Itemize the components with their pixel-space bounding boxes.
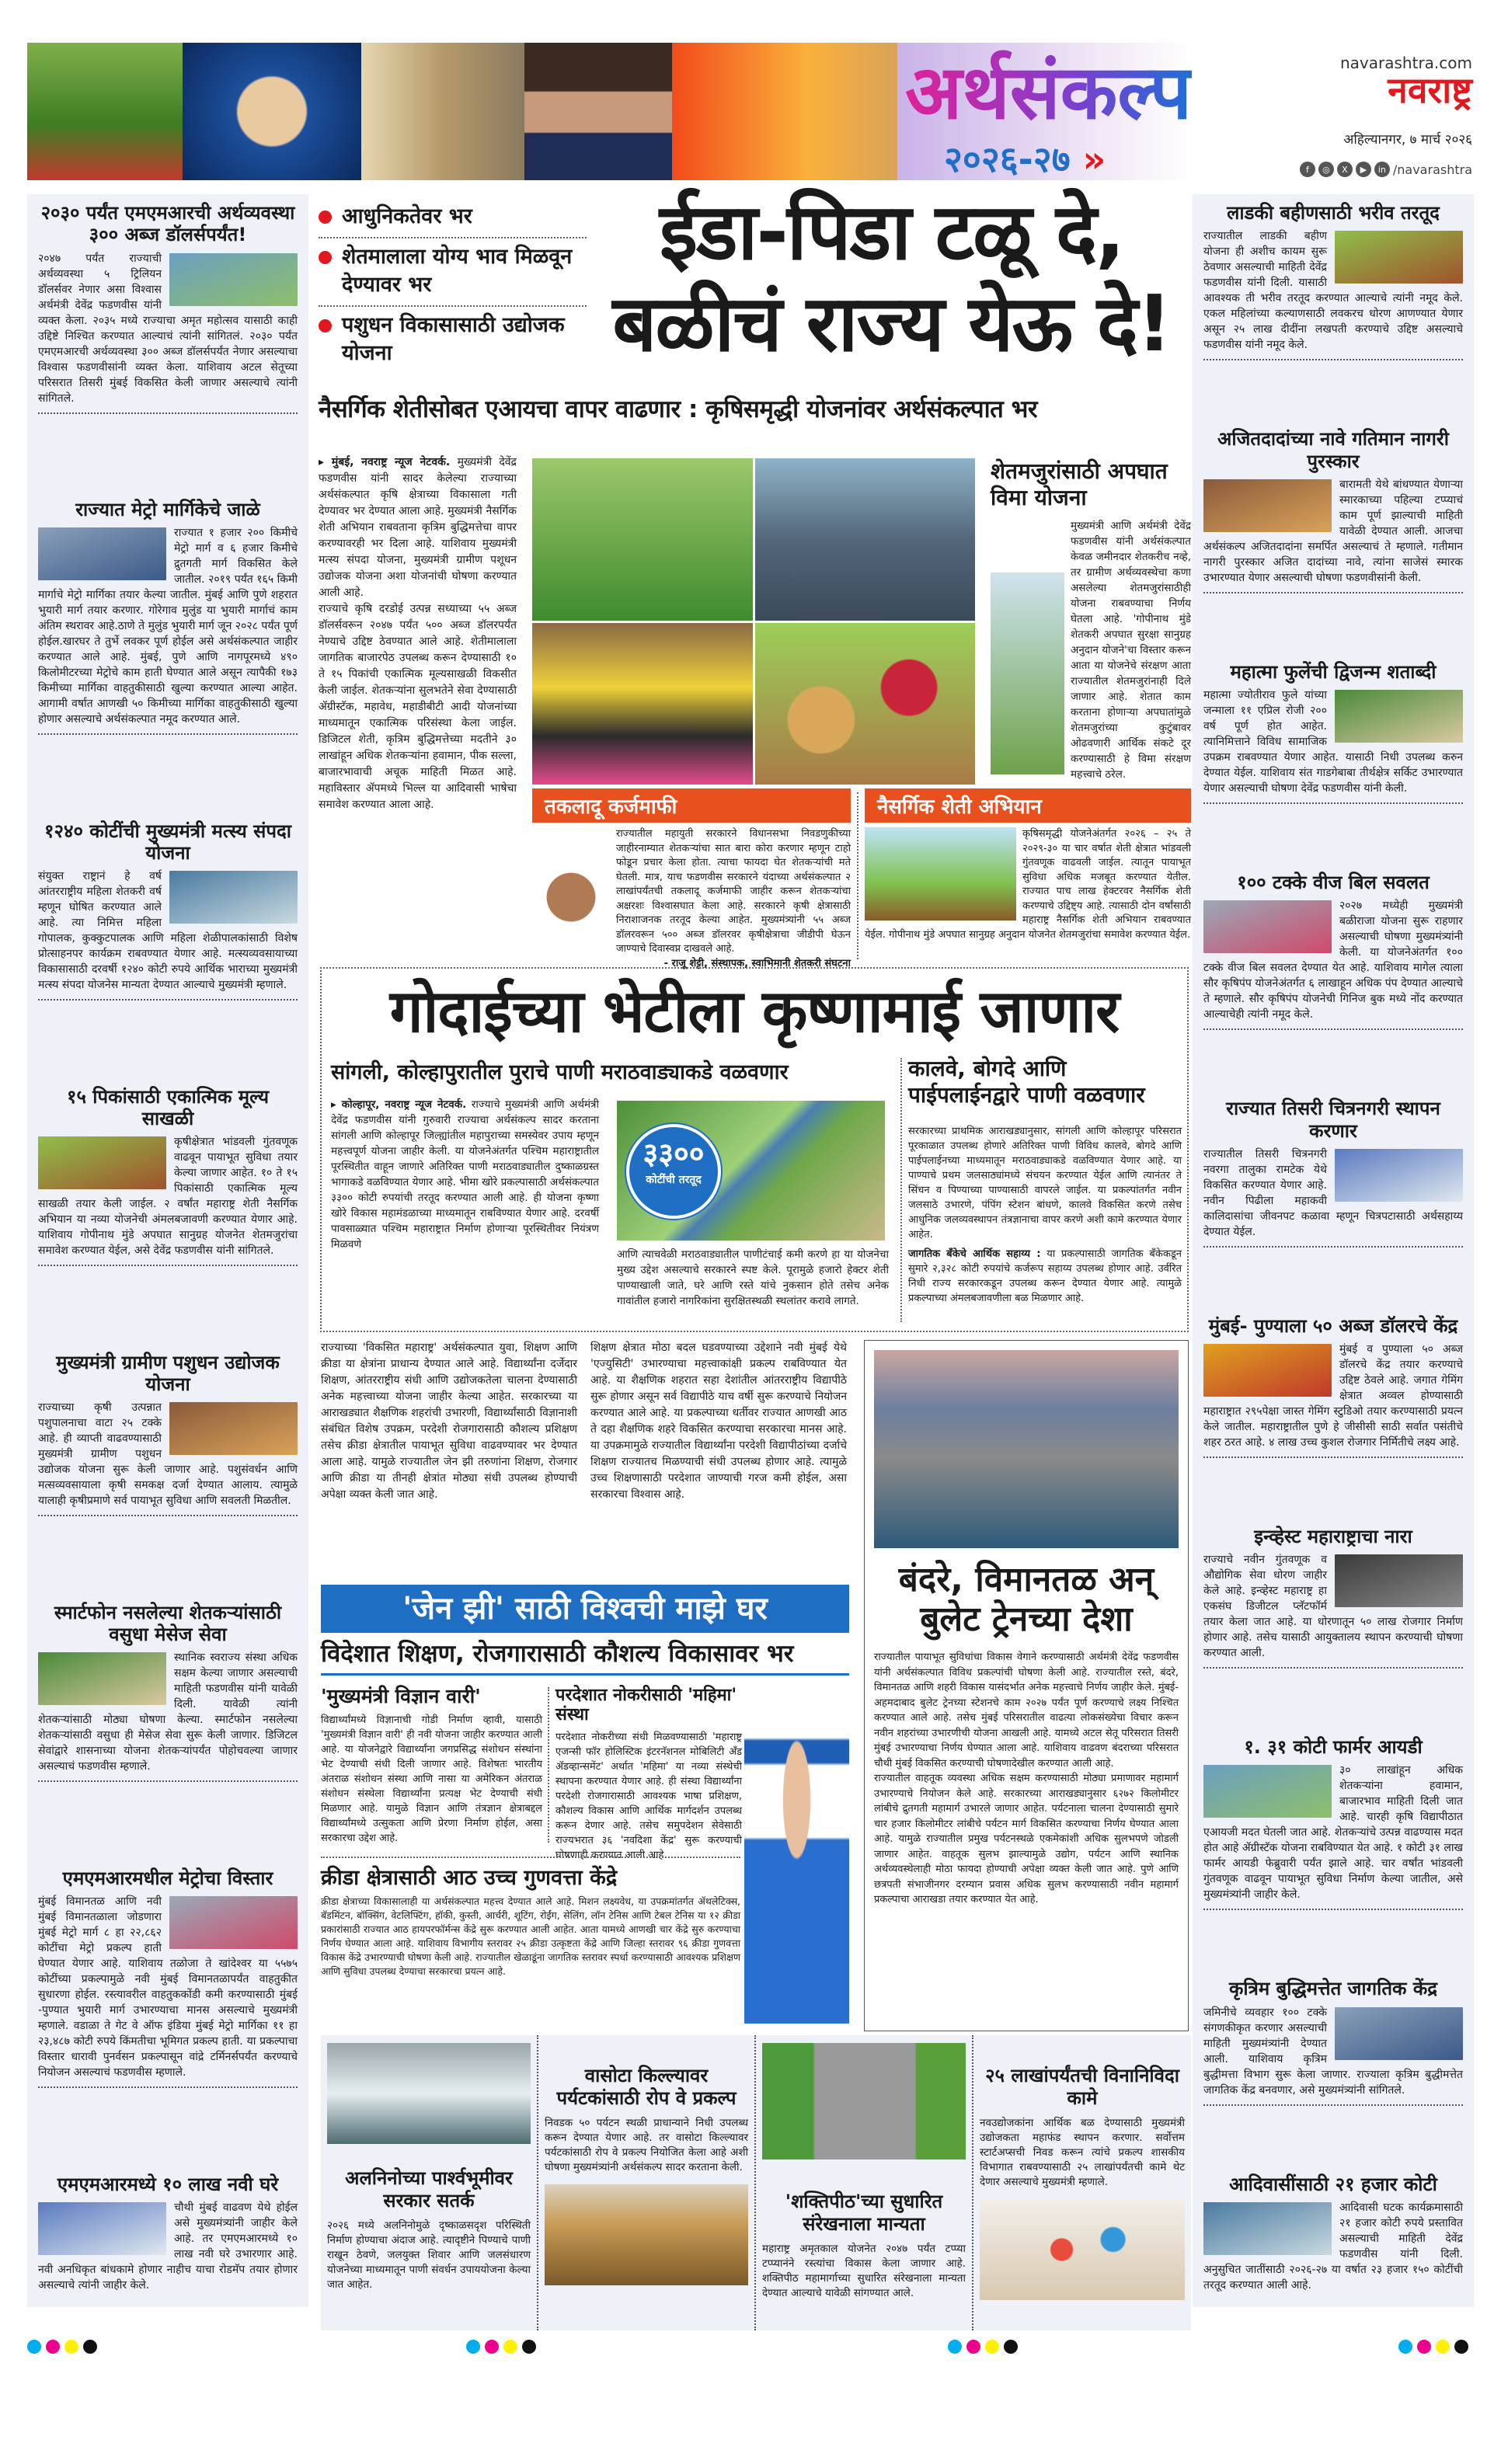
story-headline: महात्मा फुलेंची द्विजन्म शताब्दी [1230,660,1437,683]
registration-marks [1398,2340,1468,2354]
article-body-continued: आणि त्याचवेळी मराठवाड्यातील पाणीटंचाई कमी करणे हा या योजनेचा मुख्य उद्देश असल्याचे सरकारने स्पष्ट केले. पूरामुळे हजारो हेक्टर शेती पाण्याखाली जाते, घरे आणि रस्ते यांचे नुकसान होते तसेच अनेक गावांतील हजारो नागरिकांना सुरक्षितस्थळी स्थलांतर करावे लागते. [617,1248,889,1307]
sidebar-story [1203,2173,1463,2299]
natural-farming-illustration [865,827,1016,921]
article-body: राज्यातील महायुती सरकारने विधानसभा निवडणुकीच्या जाहीरनाम्यात शेतकऱ्यांचा सात बारा कोरा करणार म्हणून टाहो फोडून प्रचार केला होता. त्याचा फायदा घेत शेतकऱ्यांची मते घेतली. मात्र, याच फडणवीस सरकारने यंदाच्या अर्थसंकल्पात २ लाखांपर्यंतची तकलादू कर्जमाफी जाहीर करून शेतकऱ्यांचा अक्षरशः विश्वासघात केला आहे. सरकारने कृषी क्षेत्रासाठी निराशाजनक तरतूद केल्या आहेत. मुख्यमंत्र्यांनी ५५ अब्ज डॉलरवरून ५०० अब्ज डॉलरवर कृषीक्षेत्राचा जीडीपी घेऊन जाण्याचे दिवास्वप्न दाखवले आहे. [616,828,851,955]
article-body: परदेशात नोकरीच्या संधी मिळवण्यासाठी 'महाराष्ट्र एजन्सी फॉर होलिस्टिक इंटरनॅशनल मोबिलिटी अँड ॲडव्हान्समेंट' अर्थात 'महिमा' या नव्या संस्थेची स्थापना करण्यात येणार आहे. ही संस्था विद्यार्थ्यांना परदेशी रोजगारासाठी आवश्यक भाषा प्रशिक्षण, कौशल्य विकास आणि आर्थिक मार्गदर्शन उपलब्ध करून देणार आहे. तसेच समुपदेशन सेवेसाठी राज्यभरात ३६ 'नवदिशा केंद्र' सुरू करण्याची घोषणाही करण्यात आली आहे. [555,1731,742,1861]
article-body: निवडक ५० पर्यटन स्थळी प्राधान्याने निधी उपलब्ध करून देण्यात येणार आहे. तर वासोटा किल्ल्यावर पर्यटकांसाठी रोप वे प्रकल्प नियोजित केला आहे अशी घोषणा मुख्यमंत्र्यांनी अर्थसंकल्प सादर करताना केली. [545,2116,748,2173]
linkedin-icon[interactable]: in [1374,162,1390,177]
banner-collage-image [27,43,897,180]
farm-worker-photo [991,572,1064,774]
story-headline: लाडकी बहीणसाठी भरीव तरतूद [1227,202,1440,224]
story-photo [1203,479,1332,532]
story-body: स्थानिक स्वराज्य संस्था अधिक सक्षम केल्या जाणार असल्याची माहिती फडणवीस यांनी यावेळी दिली. यावेळी त्यांनी शेतकऱ्यांसाठी मोठ्या घोषणा केल्या. स्मार्टफोन नसलेल्या शेतकऱ्यांसाठी वसुधा ही मेसेज सेवा सुरू केली जाणार. डिजिटल सेवांद्वारे शासनाच्या योजना शेतकऱ्यांपर्यंत पोहोचवल्या जाणार असल्याचं फडणवीस म्हणाले. [38,1651,298,1773]
right-sidebar [1193,194,1474,2307]
masthead [27,43,1472,180]
story-headline: मुंबई- पुण्याला ५० अब्ज डॉलरचे केंद्र [1208,1314,1458,1337]
article-body: २०२६ मध्ये अलनिनोमुळे दृष्काळसदृश परिस्थिती निर्माण होण्याचा अंदाज आहे. त्यादृष्टीने पिण्याचे पाणी राखून ठेवणे, जलयुक्त शिवार आणि जलसंधारण योजनेच्या माध्यमातून पाणी संवर्धन उपाययोजना केल्या जात आहेत. [327,2219,531,2291]
sea-waves-photo [327,2043,531,2144]
budget-year: २०२६-२७ » [944,138,1106,180]
story-body: मुंबई व पुण्याला ५० अब्ज डॉलरचे केंद्र तयार करण्याचे उद्दिष्ट ठेवले आहे. जगात गेमिंग क्षेत्रात अव्वल होण्यासाठी महाराष्ट्रात २९५पेक्षा जास्त गेमिंग स्टुडिओ तयार करण्यासाठी प्रयत्न केले जातील. महाराष्ट्रातील पुणे हे जीसीसी साठी सर्वात पसंतीचे शहर ठरत आहे. ४ लाख उच्च कुशल रोजगार निर्मितीचे लक्ष्य आहे. [1203,1343,1463,1450]
article-headline: 'मुख्यमंत्री विज्ञान वारी' [321,1685,481,1707]
sidebar-story [1203,1098,1463,1248]
story-photo [1203,2202,1332,2255]
godavari-krishna-article [320,967,1189,1332]
agriculture-photo-grid [532,458,975,785]
newspaper-logo: नवराष्ट्र [1388,69,1472,111]
produce-market-photo [755,623,976,785]
highlight-item: पशुधन विकासासाठी उद्योजक योजना [319,307,587,374]
column-divider [548,1687,549,1843]
column-divider [857,792,858,959]
website-link[interactable]: navarashtra.com [1340,54,1472,72]
story-body: राज्यातील लाडकी बहीण योजना ही अशीच कायम सुरू ठेवणार असल्याची माहिती देवेंद्र फडणवीस यांनी दिली. यासाठी आवश्यक ती भरीव तरतूद करण्यात आल्याचे त्यांनी नमूद केले. एकल महिलांच्या कल्याणसाठी लवकरच धोरण आणण्यात येणार असून २५ लाख दीदींना लखपती करण्याचे उद्दिष्ट असल्याचे फडणवीस यांनी नमूद केले. [1203,230,1463,352]
story-body: जमिनीचे व्यवहार १०० टक्के संगणकीकृत करणार असल्याची माहिती मुख्यमंत्र्यांनी देण्यात आली. याशिवाय कृत्रिम बुद्धीमत्ता विभाग सुरू केला जाणार. राज्याला कृत्रिम बुद्धीमत्तेत जागतिक केंद्र बनवणार, असे मुख्यमंत्र्यांनी सांगितले. [1203,2006,1463,2097]
story-photo [38,1136,166,1189]
story-body: चौथी मुंबई वाढवण येथे होईल असे मुख्यमंत्र्यांनी जाहीर केले आहे. तर एमएमआरमध्ये १० लाख नवी घरे उभारणार आहे. नवी अनधिकृत बांधकामे होणार नाहीच याचा रोडमॅप तयार होणार असल्याचे त्यांनी जाहीर केले. [38,2201,298,2292]
startup-tablet-photo [980,2199,1185,2300]
section-banner: 'जेन झी' साठी विश्वची माझे घर [321,1585,849,1633]
story-body: संयुक्त राष्ट्रानं हे वर्ष आंतरराष्ट्रीय महिला शेतकरी वर्ष म्हणून घोषित करण्यात आले आहे. त्या निमित्त महिला गोपालक, कुक्कुटपालक आणि महिला शेळीपालकांसाठी विशेष प्रोत्साहनपर कार्यक्रम राबवण्यात येणार आहे. मत्स्यव्यवसायाच्या विकासासाठी दरवर्षी १२४० कोटी रुपये आर्थिक भाराच्या मुख्यमंत्री मत्स्य संपदा योजनेस मान्यता देण्यात आल्याचे मुख्यमंत्री म्हणाले. [38,870,298,992]
story-headline: स्मार्टफोन नसलेल्या शेतकऱ्यांसाठी वसुधा मेसेज सेवा [54,1601,282,1646]
story-body: आदिवासी घटक कार्यक्रमासाठी २१ हजार कोटी रुपये प्रस्तावित असल्याची माहिती देवेंद्र फडणवीस यांनी दिली. अनुसुचित जातींसाठी २०२६-२७ या वर्षात २३ हजार १५० कोटींची तरतूद करण्यात आली आहे. [1203,2201,1463,2292]
story-body: बारामती येथे बांधण्यात येणाऱ्या स्मारकाच्या पहिल्या टप्प्याचं काम पूर्ण झाल्याची माहिती यावेळी देण्यात आली. आजचा अर्थसंकल्प अजितदादांना समर्पित असल्याचं ते म्हणाले. गतीमान नागरी पुरस्कार अजित दादांच्या नावे, त्यांना साजेसं स्मारक उभारण्यात येणार असल्याची घोषणा फडणवीसांनी केली. [1203,478,1463,584]
story-photo [38,1652,166,1705]
story-photo [169,1896,298,1949]
social-handle[interactable]: /navarashtra [1392,162,1472,177]
facebook-icon[interactable]: f [1300,162,1315,177]
lead-body-2: राज्याचे कृषि दरडोई उत्पन्न सध्याच्या ५५ अब्ज डॉलर्सवरून २०४७ पर्यंत ५०० अब्ज डॉलरपर्यंत नेण्याचे उद्दिष्ट ठेवण्यात आले आहे. शेतीमालाला जागतिक बाजारपेठ उपलब्ध करून देण्यासाठी १० ते १५ पिकांची एकात्मिक मूल्यसाखळी विकसीत केली जाईल. शेतकऱ्यांना सुलभतेने सेवा देण्यासाठी ॲग्रीस्टॅक, महावेध, महाडीबीटी आदी योजनांच्या माध्यमातून एकात्मिक परिसंस्था केला जाईल. डिजिटल शेती, कृत्रिम बुद्धिमत्तेच्या मदतीने ३० लाखांहून अधिक शेतकऱ्यांना हवामान, पीक सल्ला, बाजारभावाची अचूक माहिती मिळत आहे. महाविस्तार ॲपमध्ये भिल्ल या आदिवासी भाषेचा समावेश करण्यात आला आहे. [319,603,517,811]
story-body: ३० लाखांहून अधिक शेतकऱ्यांना हवामान, बाजारभाव माहिती दिली जात आहे. चारही कृषि विद्यापीठात एआयजी मदत घेतली जात आहे. शेतकऱ्यांचे उत्पन्न वाढण्यास मदत होत आहे ॲग्रीस्टॅक योजना राबविण्यात येत आहे. १ कोटी ३१ लाख फार्मर आयडी फेब्रुवारी पर्यंत झाले आहे. चार वर्षांत भांडवली गुंतवणूक वाढवून पायाभूत सुविधा निर्माण केल्या जातील, असे मुख्यमंत्र्यांनी जाहीर केले. [1203,1764,1463,1902]
sidebar-story [38,1602,298,1783]
story-photo [169,871,298,924]
article-body: नवउद्योजकांना आर्थिक बळ देण्यासाठी मुख्यमंत्री उद्योजकता महाफंड स्थापन करणार. सर्वोत्तम स्टार्टअप्सची निवड करून त्यांचे प्रकल्प शासकीय विभागात राबवण्यासाठी २५ लाखांपर्यंतची कामे थेट देणार असल्याचे मुख्यमंत्री म्हणाले. [980,2116,1185,2188]
article-headline: नैसर्गिक शेती अभियान [865,788,1191,823]
budget-title: अर्थसंकल्प [905,39,1192,141]
shaktipeeth-article [756,2035,973,2330]
article-body: कृषिसमृद्धी योजनेअंतर्गत २०२६ – २५ ते २०२९-३० या चार वर्षात शेती क्षेत्रात भांडवली गुंतवणूक वाढवली जाईल. त्यातून पायाभूत सुविधा अधिक मजबूत करण्यात येतील. राज्यात पाच लाख हेक्टरवर नैसर्गिक शेती करण्याचे उद्दिष्ट्य आहे. त्यासाठी दोन वर्षांसाठी महाराष्ट्र नैसर्गिक शेती अभियान राबवण्यात येईल. गोपीनाथ मुंडे अपघात सानुग्रह अनुदान योजनेत शेतमजुरांचा समावेश करण्यात येईल. [865,828,1191,941]
sidebar-story [1203,1978,1463,2105]
story-photo [1335,231,1463,284]
sidebar-story [38,1867,298,2088]
article-body: विद्यार्थ्यांमध्ये विज्ञानाची गोडी निर्माण व्हावी, यासाठी 'मुख्यमंत्री विज्ञान वारी' ही नवी योजना जाहीर करण्यात आली आहे. या योजनेद्वारे विद्यार्थ्यांना जगप्रसिद्ध संशोधन संस्थांना भेट देण्याची संधी दिली जाणार आहे. विशेषतः भारतीय अंतराळ संशोधन संस्था आणि नासा या अमेरिकन अंतराळ संशोधन संस्थेला विद्यार्थ्यांना प्रत्यक्ष भेट देण्याची संधी मिळणार आहे. यामुळे विज्ञान आणि तंत्रज्ञान क्षेत्राबद्दल विद्यार्थ्यांमध्ये उत्सुकता आणि प्रेरणा निर्माण होईल, असा सरकारचा उद्देश आहे. [321,1714,542,1844]
article-headline: परदेशात नोकरीसाठी 'महिमा' संस्था [555,1686,737,1725]
sidebar-story [38,202,298,414]
story-photo [1203,1344,1332,1397]
article-headline: 'शक्तिपीठ'च्या सुधारित संरेखनाला मान्यता [785,2191,943,2235]
registration-marks [948,2340,1018,2354]
sidebar-story [1203,428,1463,593]
youth-intro-col1: राज्याच्या 'विकसित महाराष्ट्र' अर्थसंकल्पात युवा, शिक्षण आणि क्रीडा या क्षेत्रांना प्राधान्य देण्यात आले आहे. विद्यार्थ्यांना दर्जेदार शिक्षण, आंतरराष्ट्रीय संधी आणि उद्योजकतेला चालना देण्यासाठी अनेक महत्त्वाच्या योजना जाहीर केल्या आहेत. सरकारच्या या आराखड्यात शैक्षणिक शहरांची उभारणी, विद्यार्थ्यांसाठी विज्ञानाशी संबंधित विशेष उपक्रम, परदेशी रोजगारासाठी कौशल्य प्रशिक्षण तसेच क्रीडा क्षेत्रातील पायाभूत सुविधा वाढवण्यावर भर देण्यात आला आहे. यामुळे राज्यातील जेन झी तरुणांना शिक्षण, रोजगार आणि क्रीडा या तीनही क्षेत्रांत मोठ्या संधी उपलब्ध होण्याची अपेक्षा व्यक्त केली जात आहे. [321,1342,577,1501]
fort-photo [545,2184,748,2285]
article-headline: शेतमजुरांसाठी अपघात विमा योजना [991,458,1168,510]
story-headline: २०३० पर्यंत एमएमआरची अर्थव्यवस्था ३०० अब्ज डॉलर्सपर्यंत! [40,202,295,246]
allocation-badge: ३३०० कोटींची तरतूद [626,1124,721,1219]
sidebar-story [38,1352,298,1517]
sidebar-story [1203,202,1463,360]
story-headline: राज्यात तिसरी चित्रनगरी स्थापन करणार [1226,1098,1440,1142]
story-photo [1335,1554,1463,1607]
story-headline: इन्व्हेस्ट महाराष्ट्राचा नारा [1254,1525,1412,1547]
highway-photo [762,2043,966,2159]
bottom-news-strip [321,2035,1191,2330]
article-headline: अलनिनोच्या पार्श्वभूमीवर सरकार सतर्क [345,2167,513,2212]
story-photo [169,253,298,306]
story-body: राज्यातील तिसरी चित्रनगरी नवरगा तालुका रामटेक येथे विकसित करण्यात येणार आहे. नवीन पिढीला महाकवी कालिदासांचा जीवनपट कळावा म्हणून चित्रपटासाठी अर्थसहाय्य देण्यात येईल. [1203,1147,1463,1238]
sidebar-story [1203,661,1463,804]
newspaper-logo-block [1196,43,1472,180]
budget-title-block [897,43,1193,180]
youth-intro-col2: शिक्षण क्षेत्रात मोठा बदल घडवण्याच्या उद्देशाने नवी मुंबई येथे 'एज्युसिटी' उभारण्याचा महत्त्वाकांक्षी प्रकल्प राबविण्यात येत आहे. या शैक्षणिक शहरात सहा देशांतील आंतरराष्ट्रीय विद्यापीठे सुरू होणार असून सर्व विद्यापीठे याच वर्षी सुरू करण्याचे नियोजन करण्यात आले आहे. या प्रकल्पाच्या धर्तीवर राज्यात आणखी आठ ते दहा शैक्षणिक शहरे विकसित करण्याचा सरकारचा मानस आहे. या उपक्रमामुळे राज्यातील विद्यार्थ्यांना परदेशी विद्यापीठांच्या दर्जाचे शिक्षण राज्यातच मिळण्याची संधी उपलब्ध होणार आहे. त्यामुळे उच्च शिक्षणासाठी परदेशात जाण्याची गरज कमी होईल, असा सरकारचा विश्वास आहे. [590,1342,847,1501]
story-headline: आदिवासींसाठी २१ हजार कोटी [1229,2173,1437,2195]
story-headline: राज्यात मेट्रो मार्गिकेचे जाळे [75,499,260,521]
article-body: राज्यातील पायाभूत सुविधांचा विकास वेगाने करण्यासाठी अर्थमंत्री देवेंद्र फडणवीस यांनी अर्थसंकल्पात विविध प्रकल्पांची घोषणा केली आहे. राज्यातील रस्ते, बंदरे, विमानतळ आणि शहरी विकास यासंदर्भात अनेक महत्त्वाचे निर्णय जाहीर केले. मुंबई-अहमदाबाद बुलेट ट्रेनच्या स्टेशनचे काम २०२७ पर्यंत पूर्ण करण्याचे लक्ष्य निश्चित करण्यात आले आहे. तसेच मुंबई परिसरातील वाढत्या लोकसंख्येचा विचार करून नवीन शहरांच्या उभारणीची योजना आखली आहे. यामध्ये अटल सेतू परिसरात तिसरी मुंबई उभारण्याचा निर्णय घेण्यात आला आहे. याशिवाय वाढवण बंदराच्या परिसरात चौथी मुंबई विकसित करण्याची घोषणादेखील करण्यात आली आहे. राज्यातील वाहतूक व्यवस्था अधिक सक्षम करण्यासाठी मोठ्या प्रमाणावर महामार्ग उभारण्याचे नियोजन केले आहे. सरकारच्या आराखड्यानुसार ६२७२ किलोमीटर लांबीचे द्रुतगती महामार्ग उभारले जाणार आहेत. पर्यटनाला चालना देण्यासाठी सुमारे चार हजार किलोमीटर लांबीचे पर्यटन मार्ग विकसित करण्याचा निर्णय घेण्यात आला आहे. यामुळे राज्यातील प्रमुख पर्यटनस्थळे एकमेकांशी अधिक सुलभपणे जोडली जाणार आहेत. वाहतूक सुलभ झाल्यामुळे उद्योग, पर्यटन आणि स्थानिक अर्थव्यवस्थेलाही मोठा फायदा होण्याची अपेक्षा व्यक्त केली जात आहे. पुणे आणि छत्रपती संभाजीनगर दरम्यान प्रवास अधिक सुलभ करण्यासाठी नवीन महामार्ग प्रकल्पाचा आराखडा तयार करण्यात येत आहे. [874,1651,1179,1906]
article-subhead: सांगली, कोल्हापुरातील पुराचे पाणी मराठवाड्याकडे वळवणार [331,1060,789,1084]
accident-insurance-article [991,458,1191,782]
story-photo [169,1402,298,1455]
story-body: मुंबई विमानतळ आणि नवी मुंबई विमानतळाला जोडणारा मुंबई मेट्रो मार्ग ८ हा २२,८६२ कोटींचा मेट्रो प्रकल्प हाती घेण्यात येणार आहे. याशिवाय तळोजा ते खांदेश्वर या ५५७५ कोटींच्या प्रकल्पामुळे नवी मुंबई विमानतळापर्यंत वाहतुकीत सुधारणा होईल. रस्त्यावरील वाहतुककोंडी कमी करण्यासाठी मुंबई -पुण्यात भुयारी मार्ग उभारण्याचा मानस असल्याचे मुख्यमंत्री म्हणाले. वडाळा ते गेट वे ऑफ इंडिया मुंबई मेट्रो मार्गिका ११ हा २३,४८७ कोटी रुपये किंमतीचा भूमिगत प्रकल्प हाती. या प्रकल्पाचा विस्तार धारावी पुनर्वसन प्रकल्पासून वांद्रे टर्मिनर्सपर्यंत करण्याचे नियोजन असल्याचं फडणवीस म्हणाले. [38,1895,298,2079]
story-body: राज्याच्या कृषी उत्पन्नात पशुपालनाचा वाटा २५ टक्के आहे. ही व्याप्ती वाढवण्यासाठी मुख्यमंत्री ग्रामीण पशुधन उद्योजक योजना सुरू केली जाणार आहे. पशुसंवर्धन आणि मत्सव्यवसायाला कृषी समकक्ष दर्जा देण्यात आलाय. त्यामुळे यालाही कृषीप्रमाणे सर्व पायाभूत सुविधा आणि सवलती मिळतील. [38,1401,298,1508]
technology-image [183,43,361,180]
story-headline: १२४० कोटींची मुख्यमंत्री मत्स्य संपदा योजना [44,820,291,865]
highlight-item: शेतमालाला योग्य भाव मिळवून देण्यावर भर [319,238,587,307]
registration-marks [466,2340,536,2354]
article-headline: २५ लाखांपर्यंतची विनानिविदा कामे [985,2065,1179,2109]
main-headline: ईडा-पिडा टळू दे, बळीचं राज्य येऊ दे! [612,186,1171,369]
graduate-student-photo [744,1713,849,2024]
story-headline: कृत्रिम बुद्धिमत्तेत जागतिक केंद्र [1228,1978,1438,2000]
instagram-icon[interactable]: ◎ [1318,162,1334,177]
loan-waiver-article [532,788,851,971]
mahima-article [555,1686,742,1863]
article-headline: वासोटा किल्ल्यावर पर्यटकांसाठी रोप वे प्रकल्प [556,2065,737,2109]
article-headline: गोदाईच्या भेटीला कृष्णामाई जाणार [389,976,1120,1046]
highlight-item: आधुनिकतेवर भर [319,198,587,238]
registration-marks [27,2340,97,2354]
fisherman-photo [755,458,976,621]
lead-body: मुख्यमंत्री देवेंद्र फडणवीस यांनी सादर केलेल्या राज्याच्या अर्थसंकल्पात कृषि क्षेत्राच्या विकासाला गती देण्यावर भर देण्यात आला आहे. मुख्यमंत्री नैसर्गिक शेती अभियान राबवताना कृत्रिम बुद्धिमत्तेचा वापर करण्यावरही भर दिला आहे. याशिवाय मुख्यमंत्री मत्स्य संपदा योजना, मुख्यमंत्री ग्रामीण पशूधन उद्योजक योजना अशा योजनांची घोषणा करण्यात आली आहे. [319,456,517,599]
byline: - राजू शेट्टी, संस्थापक, स्वाभिमानी शेतकरी संघटना [663,957,851,969]
highlights-list [319,198,587,374]
story-photo [1335,690,1463,743]
story-headline: मुख्यमंत्री ग्रामीण पशुधन उद्योजक योजना [56,1351,280,1396]
article-headline: क्रीडा क्षेत्रासाठी आठ उच्च गुणवत्ता केंद्रे [321,1866,618,1890]
story-photo [1203,1765,1332,1818]
story-photo [1335,2007,1463,2060]
story-photo [1203,900,1332,953]
sidebar-story [38,499,298,735]
story-headline: १. ३१ कोटी फार्मर आयडी [1244,1736,1423,1759]
sub-headline: नैसर्गिक शेतीसोबत एआयचा वापर वाढणार : कृषिसमृद्धी योजनांवर अर्थसंकल्पात भर [319,395,1038,423]
sidebar-story [38,1086,298,1267]
article-headline: बंदरे, विमानतळ अन् बुलेट ट्रेनच्या देशा [898,1560,1154,1639]
story-headline: १५ पिकांसाठी एकात्मिक मूल्य साखळी [66,1085,270,1130]
section-subhead: विदेशात शिक्षण, रोजगारासाठी कौशल्य विकासावर भर [321,1641,849,1676]
story-body: कृषीक्षेत्रात भांडवली गुंतवणूक वाढवून पायाभूत सुविधा तयार केल्या जाणार आहेत. १० ते १५ पिकांसाठी एकात्मिक मूल्य साखळी तयार केली जाईल. २ वर्षांत महाराष्ट्र शेती नैसर्गिक अभियान या नव्या योजनेची अंमलबजावणी करण्यात येणार आहे. याशिवाय गोपीनाथ मुंडे अपघात सानुग्रह योजनेत शेतमजुरांचा समावेश करण्यात येईल, असे देवेंद्र फडणवीस यांनी सांगितले. [38,1136,298,1258]
sports-article [321,1857,740,1979]
left-sidebar [27,194,308,2307]
story-body: महात्मा ज्योतीराव फुले यांच्या जन्माला ११ एप्रिल रोजी २०० वर्ष पूर्ण होत आहेत. त्यानिमित्ताने विविध सामाजिक उपक्रम राबवण्यात येणार आहेत. यासाठी निधी उपलब्ध करुन देण्यात येईल. याशिवाय संत गाडगेबाबा तीर्थक्षेत्र सर्किट उभारण्यात येणार असल्याची घोषणा देवेंद्र फडणवीस यांनी केली. [1203,689,1463,795]
story-headline: एमएमआरमधील मेट्रोचा विस्तार [62,1867,273,1889]
column-divider [900,1058,902,1322]
science-article [321,1686,542,1846]
sidebar-story [1203,1526,1463,1669]
article-body-right: सरकारच्या प्राथमिक आराखड्यानुसार, सांगली आणि कोल्हापूर परिसरात पूरकाळात उपलब्ध होणारे अतिरिक्त पाणी विविध कालवे, बोगदे आणि पाईपलाईनच्या माध्यमातून मराठवाड्याकडे वळविण्यात येणार आहे. या पाण्याचे प्रथम जलसाठ्यांमध्ये संचयन करण्यात येईल आणि त्यानंतर ते सिंचन व पिण्याच्या पाण्यासाठी वापरले जाईल. या प्रकल्पांतर्गत नवीन जलसाठे उभारणे, पंपिंग स्टेशन बांधणे, कालवे विकसित करणे तसेच आधुनिक जलव्यवस्थापन तंत्रज्ञानाचा वापर करणे अशी कामे करण्यात येणार आहेत. जागतिक बँकेचे आर्थिक सहाय्य : या प्रकल्पासाठी जागतिक बँकेकडून सुमारे २,३२८ कोटी रुपयांचे कर्जरूप सहाय्य उपलब्ध होणार आहे. उर्वरित निधी राज्य सरकारकडून उपलब्ध करून देण्यात येणार आहे. त्यामुळे प्रकल्पाच्या अंमलबजावणीला बळ मिळणार आहे. [908,1126,1182,1304]
story-photo [38,2202,166,2255]
social-links [1196,162,1472,177]
startup-article [973,2035,1191,2330]
farm-image [27,43,183,180]
article-subhead: कालवे, बोगदे आणि पाईपलाईनद्वारे पाणी वळवणार [908,1056,1145,1108]
dateline: अहिल्यानगर, ७ मार्च २०२६ [1343,132,1472,148]
vasota-ropeway-article [538,2035,756,2330]
lead-dateline: ▸ मुंबई, नवराष्ट्र न्यूज नेटवर्क. [319,456,451,468]
sidebar-story [1203,872,1463,1030]
article-headline: तकलादू कर्जमाफी [532,788,851,823]
article-body: क्रीडा क्षेत्राच्या विकासालाही या अर्थसंकल्पात महत्त्व देण्यात आले आहे. मिशन लक्ष्यवेध, या उपक्रमांतर्गत ॲथलेटिक्स, बॅडमिंटन, बॉक्सिंग, वेटलिफ्टिंग, हॉकी, कुस्ती, आर्चरी, शूटिंग, रोईंग, सेलिंग, लॉन टेनिस आणि टेबल टेनिस या १२ क्रीडा प्रकारांसाठी राज्यात आठ हायपरफॉर्मन्स केंद्रे सुरू करण्यात आली आहेत. आता यामध्ये आणखी चार केंद्रे सुरु करण्याचा निर्णय घेण्यात आला आहे. याशिवाय विभागीय स्तरावर २५ क्रीडा उत्कृष्टता केंद्रे आणि जिल्हा स्तरावर ९६ क्रीडा गुणवत्ता विकास केंद्रे उभारण्याची घोषणा केली आहे. राज्यातील खेळाडूंना जागतिक स्तरावर स्पर्धा करण्यासाठी आवश्यक प्रशिक्षण आणि सुविधा उपलब्ध देण्याचा सरकारचा प्रयत्न आहे. [321,1895,740,1978]
x-icon[interactable]: X [1337,162,1353,177]
story-body: २०२७ मध्येही मुख्यमंत्री बळीराजा योजना सुरू राहणार असल्याची घोषणा मुख्यमंत्र्यांनी केली. या योजनेअंतर्गत १०० टक्के वीज बिल सवलत देण्यात येत आहे. याशिवाय मागेल त्याला सौर कृषिपंप योजनेअंतर्गत ६ लाखाहून अधिक पंप देण्यात आल्याचे ते म्हणाले. सौर कृषिपंप योजनेची गिनिज बुक मध्ये नोंद करण्यात आल्याचेही त्यांनी नमूद केले. [1203,900,1463,1021]
lead-article [319,454,517,813]
story-headline: १०० टक्के वीज बिल सवलत [1237,871,1430,893]
elnino-article [321,2035,538,2330]
natural-farming-article [865,788,1191,942]
story-body: २०४७ पर्यंत राज्याची अर्थव्यवस्था ५ ट्रिलियन डॉलर्सवर नेणार असा विश्वास अर्थमंत्री देवेंद्र फडणवीस यांनी व्यक्त केला. २०३५ मध्ये राज्याचा अमृत महोत्सव यासाठी काही उद्दिष्टे निश्चित करण्यात आल्याचं त्यांनी सांगितलं. २०३० पर्यंत एमएमआरची अर्थव्यवस्था ३०० अब्ज डॉलर्सपर्यंत नेणार असल्याचा विश्वास फडणवीसांनी व्यक्त केला. याशिवाय अटल सेतूच्या परिसरात तिसरी मुंबई विकसित केली जाणार असल्याचे त्यांनी सांगितले. [38,252,298,405]
sidebar-story [1203,1736,1463,1910]
story-body: राज्याचे नवीन गुंतवणूक व औद्योगिक सेवा धोरण जाहीर केले आहे. इन्व्हेस्ट महाराष्ट्र हा एकसंघ डिजीटल प्लॅटफॉर्म तयार केला जात आहे. या धोरणातून ५० लाख रोजगार निर्माण होणार आहे. तसेच यासाठी आयुक्तालय स्थापन करण्याची घोषणा करण्यात आली. [1203,1554,1463,1660]
article-body: ▸ कोल्हापूर, नवराष्ट्र न्यूज नेटवर्क. राज्याचे मुख्यमंत्री आणि अर्थमंत्री देवेंद्र फडणवीस यांनी गुरुवारी राज्याचा अर्थसंकल्प सादर करताना सांगली आणि कोल्हापूर जिल्ह्यांतील महापुराच्या समस्येवर उपाय म्हणून महत्त्वपूर्ण योजना जाहीर केली. या योजनेअंतर्गत पश्चिम महाराष्ट्रातील पूरस्थितीत वाहून जाणारे अतिरिक्त पाणी मराठवाड्यातील दुष्काळग्रस्त भागाकडे वळविण्यात येणार आहे. भीमा खोरे प्रकल्पासाठी अर्थसंकल्पात ३३०० कोटी रुपयांची तरतूद करण्यात आली आहे. ही योजना कृष्णा खोरे विकास महामंडळाच्या माध्यमातून राबविण्यात येणार आहे. दरवर्षी पावसाळ्यात पश्चिम महाराष्ट्रात निर्माण होणाऱ्या पूरस्थितीवर नियंत्रण मिळवणे [331,1098,599,1251]
farmer-couple-photo [532,458,753,621]
sidebar-story [38,820,298,1001]
story-photo [1335,1149,1463,1202]
chief-minister-photo [524,43,672,180]
sidebar-story [1203,1315,1463,1458]
port-aerial-photo [874,1350,1179,1548]
assembly-building-image [361,43,524,180]
story-body: राज्यात १ हजार २०० किमीचे मेट्रो मार्ग व ६ हजार किमीचे द्रुतगती मार्ग विकसित केले जातील. २०१९ पर्यंत १६५ किमी मार्गाचे मेट्रो मार्गिका तयार केल्या जातील. मुंबई आणि पुणे शहरात भुयारी मार्ग तयार करणार. गोरेगाव मुलुंड या भुयारी मार्गाचं काम अंतिम स्थरावर आहे.ठाणे ते मुलुंड भुयारी मार्ग जून २०२८ पर्यंत पूर्ण होईल.खारघर ते तुर्भे लवकर पूर्ण होईल असे अर्थसंकल्पात जाहीर करण्यात आले आहे. मुंबई, पुणे आणि नागपूरमध्ये ४९० किलोमीटरच्या मेट्रोचे काम हाती घेण्यात आले असून त्यापैकी १७३ किमीच्या मार्गिका वाहतुकीसाठी खुल्या करण्यात आल्या आहेत. आगामी वर्षात आणखी ५० किमीच्या मार्गिका वाहतुकीसाठी खुल्या होणार असल्याचे अर्थसंकल्पात नमूद करण्यात आले. [38,527,298,726]
story-headline: एमएमआरमध्ये १० लाख नवी घरे [57,2173,279,2195]
ports-airports-article [864,1340,1189,2031]
article-body: महाराष्ट्र अमृतकाल योजनेत २०४७ पर्यंत टप्प्या टप्प्यानंने रस्त्यांचा विकास केला जाणार आहे. शक्तिपीठ महामार्गाच्या सुधारित संरेखनाला मान्यता देण्यात आल्याचे यावेळी सांगण्यात आले. [762,2242,966,2299]
article-body: मुख्यमंत्री आणि अर्थमंत्री देवेंद्र फडणवीस यांनी अर्थसंकल्पात केवळ जमीनदार शेतकरीच नव्हे, तर ग्रामीण अर्थव्यवस्थेचा कणा असलेल्या शेतमजुरांसाठीही योजना राबवण्याचा निर्णय घेतला आहे. 'गोपीनाथ मुंडे शेतकरी अपघात सुरक्षा सानुग्रह अनुदान योजने'चा विस्तार करून आता या योजनेचे संरक्षण आता राज्यातील शेतमजुरांनाही दिले जाणार आहे. शेतात काम करताना होणाऱ्या अपघातांमुळे शेतमजुरांच्या कुटुंबावर ओढवणारी आर्थिक संकटे दूर करण्यासाठी हे विमा संरक्षण महत्त्वाचे ठरेल. [1071,520,1191,781]
youtube-icon[interactable]: ▶ [1356,162,1371,177]
story-photo [38,527,166,580]
raju-shetti-photo [532,851,610,967]
money-bag-image [672,43,897,180]
dairy-farmers-photo [532,623,753,785]
sidebar-story [38,2173,298,2299]
story-headline: अजितदादांच्या नावे गतिमान नागरी पुरस्कार [1217,428,1449,472]
